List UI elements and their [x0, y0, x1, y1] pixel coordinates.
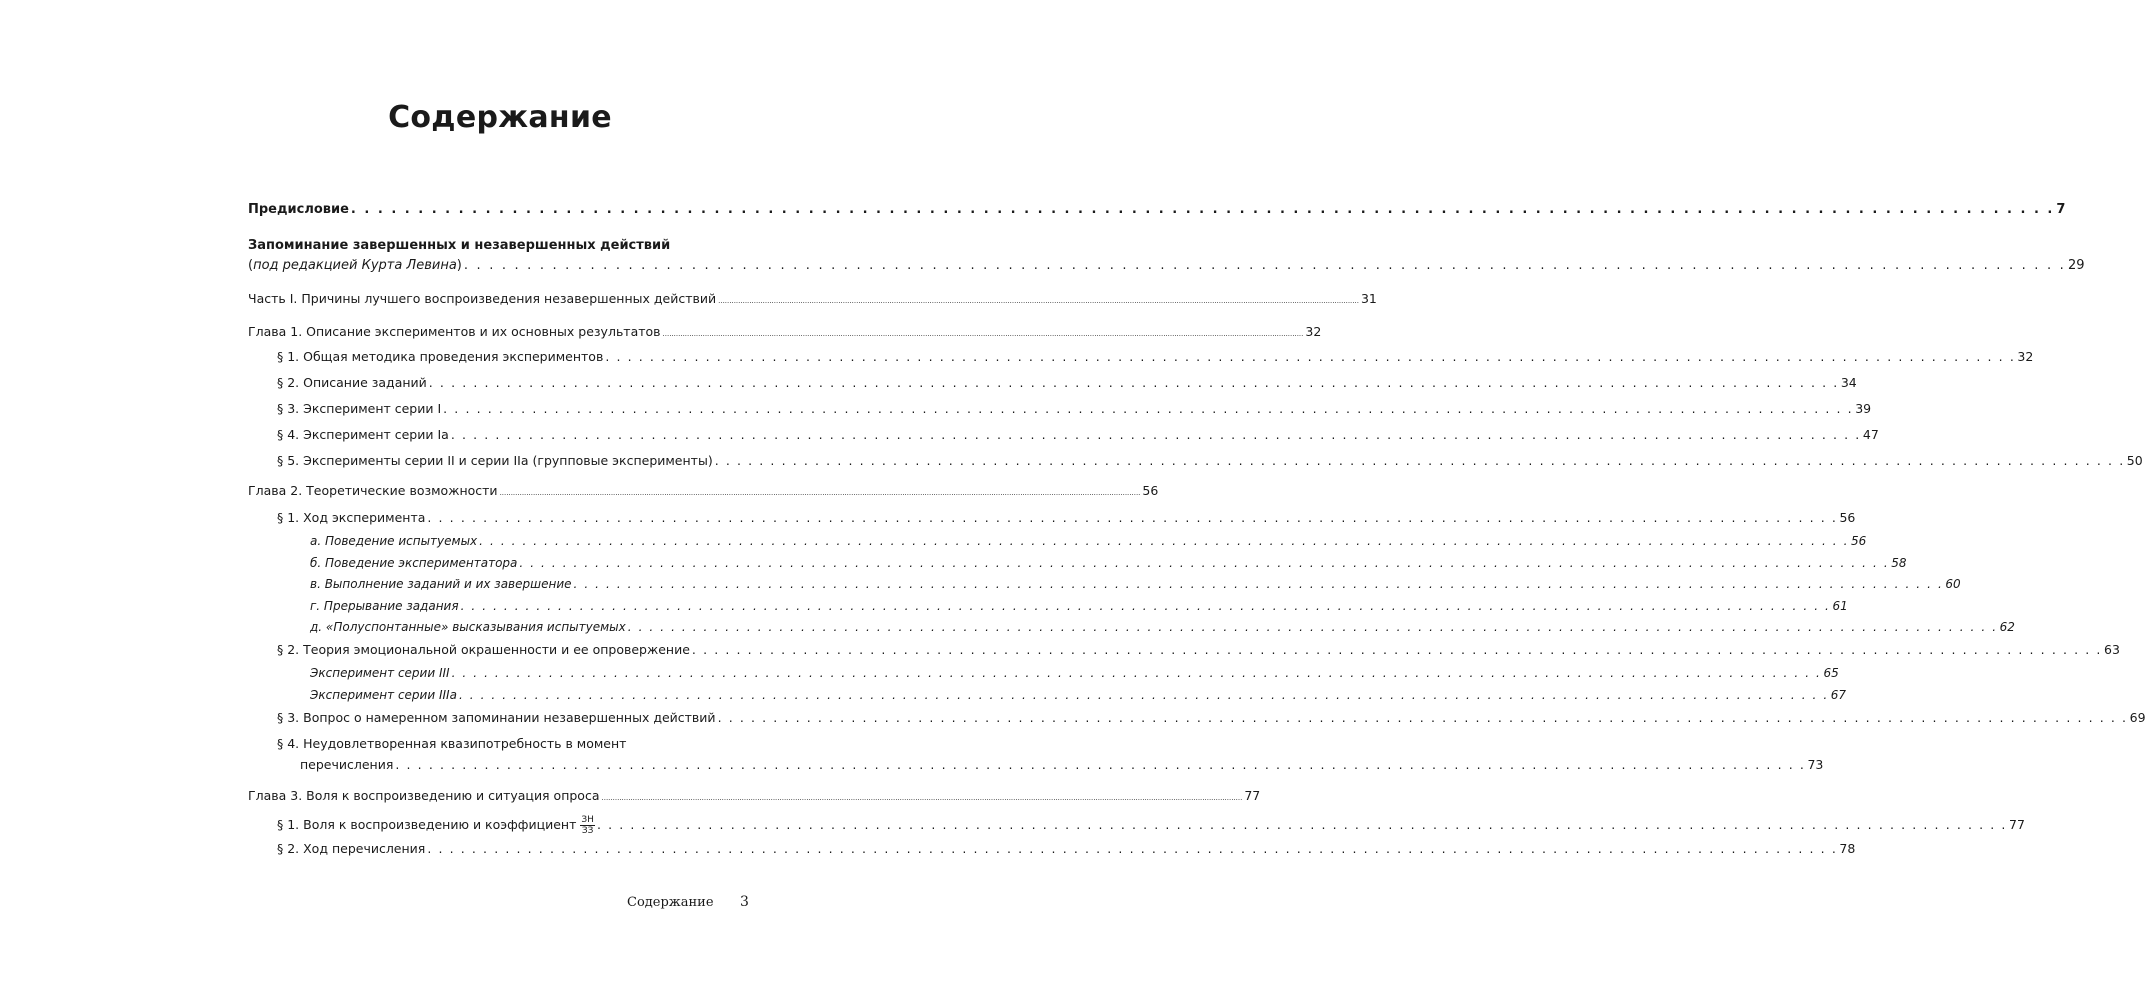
toc-page-number: 69: [2129, 710, 2146, 725]
toc-entry-label: § 2. Ход перечисления: [277, 841, 426, 856]
toc-entry-label: Предисловие: [248, 202, 349, 217]
toc-entry-section[interactable]: [277, 452, 2143, 470]
toc-entry-label: д. «Полуспонтанные» высказывания испытуемых: [310, 620, 626, 634]
dot-leader: [663, 325, 1304, 343]
toc-page-number: 62: [1999, 620, 2015, 634]
toc-page-number: 47: [1862, 427, 1879, 442]
dot-leader: [597, 816, 2007, 834]
toc-entry-section[interactable]: [277, 348, 2034, 366]
toc-entry-section[interactable]: [277, 840, 1856, 858]
dot-leader: [451, 426, 1861, 444]
toc-entry-label: Глава 1. Описание экспериментов и их основных результатов: [248, 324, 661, 339]
toc-entry-chapter3[interactable]: [248, 787, 1261, 807]
toc-entry-section[interactable]: [277, 815, 2025, 836]
toc-page-number: 67: [1830, 688, 1847, 702]
toc-page-number: 77: [1244, 788, 1261, 803]
toc-entry-label: Глава 3. Воля к воспроизведению и ситуация опроса: [248, 788, 600, 803]
toc-page-number: 65: [1823, 666, 1839, 680]
toc-entry-label: в. Выполнение заданий и их завершение: [310, 577, 572, 591]
toc-entry-label: § 1. Общая методика проведения экспериментов: [277, 349, 604, 364]
toc-entry-subsection[interactable]: [310, 618, 2015, 636]
toc-entry-label: § 3. Эксперимент серии I: [277, 401, 442, 416]
toc-entry-label: Эксперимент серии IIIа: [310, 688, 457, 702]
dot-leader: [464, 257, 2066, 275]
toc-entry-subsection[interactable]: [310, 575, 1961, 593]
toc-page-number: 32: [2017, 349, 2034, 364]
toc-entry-label: § 2. Теория эмоциональной окрашенности и ее опровержение: [277, 642, 690, 657]
toc-entry-label: § 1. Ход эксперимента: [277, 510, 426, 525]
toc-entry-section[interactable]: [277, 426, 1879, 444]
toc-entry-part1[interactable]: [248, 290, 1377, 310]
toc-entry-section[interactable]: [277, 641, 2120, 659]
toc-page-number: 60: [1945, 577, 1961, 591]
toc-entry-label: а. Поведение испытуемых: [310, 534, 478, 548]
toc-entry-subsection[interactable]: [310, 532, 1867, 550]
toc-entry-chapter2[interactable]: [248, 482, 1159, 502]
toc-entry-label: Часть I. Причины лучшего воспроизведения незавершенных действий: [248, 291, 717, 306]
dot-leader: [628, 618, 1998, 636]
fraction-denominator: ЗЗ: [581, 826, 594, 836]
toc-page-number: 63: [2104, 642, 2120, 657]
toc-entry-section[interactable]: [277, 374, 1857, 392]
table-of-contents: [248, 0, 2146, 1000]
toc-entry-section[interactable]: [277, 400, 1872, 418]
toc-entry-subsection[interactable]: [310, 664, 1839, 682]
toc-entry-label: (под редакцией Курта Левина): [248, 258, 462, 273]
toc-page-number: 73: [1807, 757, 1824, 772]
toc-entry-subsection[interactable]: [310, 554, 1907, 572]
toc-entry-chapter1[interactable]: [248, 323, 1322, 343]
toc-page-number: 39: [1855, 401, 1872, 416]
dot-leader: [718, 709, 2128, 727]
toc-page-number: 61: [1832, 599, 1848, 613]
toc-entry-label: перечисления: [300, 757, 394, 772]
toc-entry-book[interactable]: [248, 257, 2085, 275]
toc-entry-preface[interactable]: [248, 201, 2066, 219]
dot-leader: [443, 400, 1853, 418]
toc-entry-section[interactable]: [277, 709, 2146, 727]
toc-entry-section[interactable]: [277, 509, 1856, 527]
toc-page-number: 34: [1840, 375, 1857, 390]
coefficient-fraction: [580, 815, 595, 836]
dot-leader: [351, 201, 2054, 219]
fraction-numerator: ЗН: [581, 815, 594, 825]
toc-page-number: 56: [1839, 510, 1856, 525]
editor-credit: под редакцией Курта Левина: [253, 258, 457, 273]
toc-entry-label: Глава 2. Теоретические возможности: [248, 483, 498, 498]
toc-entry-subsection[interactable]: [310, 597, 1848, 615]
toc-page-number: 58: [1891, 556, 1907, 570]
dot-leader: [692, 641, 2102, 659]
toc-entry-label: б. Поведение экспериментатора: [310, 556, 518, 570]
toc-entry-label: § 2. Описание заданий: [277, 375, 427, 390]
dot-leader: [718, 292, 1359, 310]
dot-leader: [395, 756, 1805, 774]
toc-page-number: 77: [2009, 817, 2025, 832]
toc-page-number: 29: [2067, 258, 2085, 273]
dot-leader: [479, 532, 1849, 550]
toc-page-number: 50: [2126, 453, 2143, 468]
page-number: 3: [740, 894, 749, 910]
page-title: Содержание: [388, 100, 612, 135]
toc-section-first-line: § 4. Неудовлетворенная квазипотребность в момент: [277, 736, 627, 751]
dot-leader: [429, 374, 1839, 392]
toc-entry-label: § 1. Воля к воспроизведению и коэффициент $\frac{ЗН}{ЗЗ}$: [277, 815, 594, 836]
dot-leader: [461, 597, 1831, 615]
running-head: Содержание: [627, 895, 714, 910]
dot-leader: [715, 452, 2125, 470]
toc-entry-label: г. Прерывание задания: [310, 599, 459, 613]
toc-entry-subsection[interactable]: [310, 686, 1847, 704]
dot-leader: [459, 686, 1829, 704]
toc-page-number: 7: [2056, 202, 2066, 217]
dot-leader: [519, 554, 1889, 572]
dot-leader: [605, 348, 2015, 366]
toc-page-number: 56: [1851, 534, 1867, 548]
toc-book-title: Запоминание завершенных и незавершенных действий: [248, 238, 671, 253]
dot-leader: [427, 509, 1837, 527]
dot-leader: [574, 575, 1944, 593]
toc-entry-label: § 3. Вопрос о намеренном запоминании незавершенных действий: [277, 710, 716, 725]
dot-leader: [427, 840, 1837, 858]
toc-entry-label: Эксперимент серии III: [310, 666, 450, 680]
dot-leader: [500, 484, 1141, 502]
toc-page-number: 78: [1839, 841, 1856, 856]
toc-entry-label: § 5. Эксперименты серии II и серии IIа (групповые эксперименты): [277, 453, 713, 468]
toc-page-number: 31: [1360, 291, 1377, 306]
dot-leader: [452, 664, 1822, 682]
toc-entry-section[interactable]: [300, 756, 1824, 774]
dot-leader: [602, 789, 1243, 807]
toc-page-number: 56: [1142, 483, 1159, 498]
toc-entry-label: § 4. Эксперимент серии Iа: [277, 427, 449, 442]
toc-page-number: 32: [1305, 324, 1322, 339]
